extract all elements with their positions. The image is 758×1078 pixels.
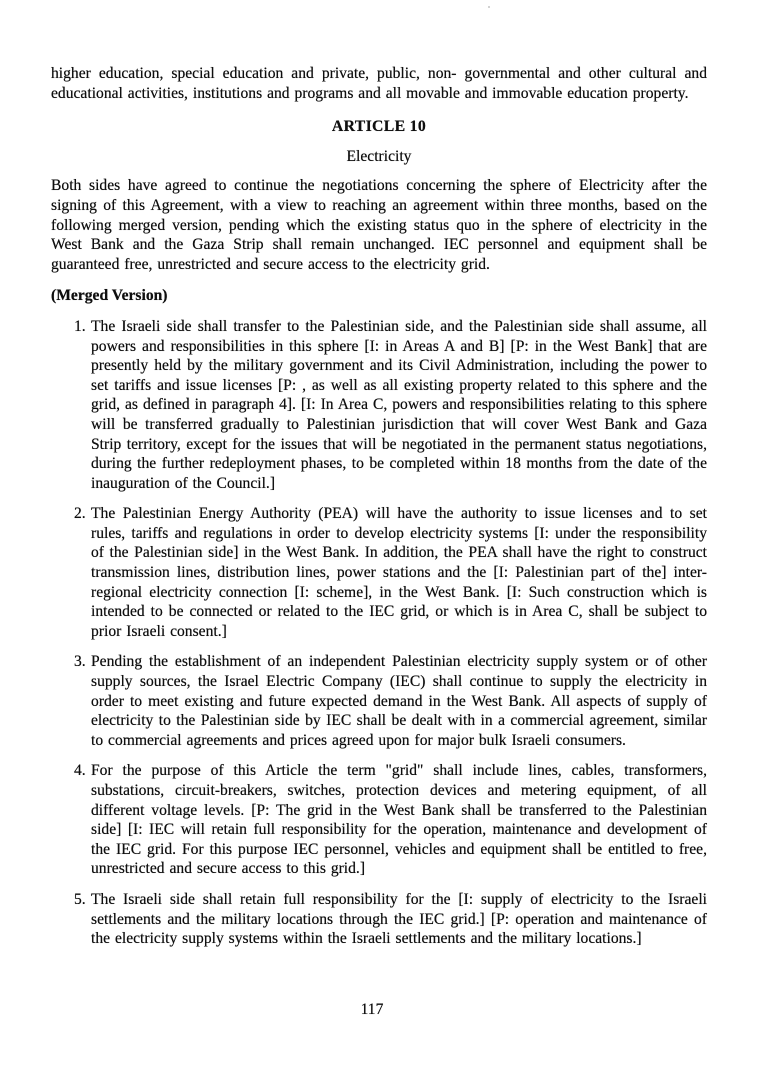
page-number: 117	[360, 1001, 384, 1018]
clause-text: The Palestinian Energy Authority (PEA) will have the authority to issue licenses and to set rules, tariffs and regulations in order to develop electricity systems [I: under the responsibility of the Palestinian side] in the West Bank. In addition, the PEA shall have the right to construct transmission lines, distribution lines, power stations and the [I: Palestinian part of the] inter-regional electricity connection [I: scheme], in the West Bank. [I: Such construction which is intended to be connected or related to the IEC grid, or which is in Area C, shall be subject to prior Israeli consent.]	[91, 505, 707, 640]
clause-number: 3.	[74, 653, 86, 671]
clause-item-3	[51, 652, 707, 750]
merged-version-label: (Merged Version)	[51, 287, 168, 305]
clause-number: 1.	[74, 317, 86, 335]
clause-item-5	[51, 890, 707, 949]
article-subtitle: Electricity	[346, 147, 412, 165]
clause-item-1	[51, 317, 707, 493]
clause-text: The Israeli side shall retain full responsibility for the [I: supply of electricity to the Israeli settlements and the military locations through the IEC grid.] [P: operation and maintenance of the electricity supply systems within the Israeli settlements and the military locations.]	[91, 890, 707, 948]
clause-number: 2.	[74, 505, 86, 523]
clause-number: 4.	[74, 762, 86, 780]
continuation-paragraph: higher education, special education and private, public, non- governmental and other cultural and educational activities, institutions and programs and all movable and immovable education property.	[51, 65, 707, 102]
clause-item-4	[51, 761, 707, 879]
clause-list	[51, 317, 707, 949]
article-heading: ARTICLE 10	[331, 118, 427, 136]
clause-text: For the purpose of this Article the term "grid" shall include lines, cables, transformers, substations, circuit-breakers, switches, protection devices and metering equipment, of all different voltage levels. [P: The grid in the West Bank shall be transferred to the Palestinian side] [I: IEC will retain full responsibility for the operation, maintenance and development of the IEC grid. For this purpose IEC personnel, vehicles and equipment shall be entitled to free, unrestricted and secure access to this grid.]	[91, 762, 707, 878]
clause-text: The Israeli side shall transfer to the Palestinian side, and the Palestinian side shall assume, all powers and responsibilities in this sphere [I: in Areas A and B] [P: in the West Bank] that are presently held by the military government and its Civil Administration, including the power to set tariffs and issue licenses [P: , as well as all existing property related to this sphere and the grid, as defined in paragraph 4]. [I: In Area C, powers and responsibilities relating to this sphere will be transferred gradually to Palestinian jurisdiction that will cover West Bank and Gaza Strip territory, except for the issues that will be negotiated in the permanent status negotiations, during the further redeployment phases, to be completed within 18 months from the date of the inauguration of the Council.]	[91, 317, 707, 492]
scan-speck	[488, 6, 490, 8]
lead-paragraph: Both sides have agreed to continue the negotiations concerning the sphere of Electricity after the signing of this Agreement, with a view to reaching an agreement within three months, based on the following merged version, pending which the existing status quo in the sphere of electricity in the West Bank and the Gaza Strip shall remain unchanged. IEC personnel and equipment shall be guaranteed free, unrestricted and secure access to the electricity grid.	[51, 177, 707, 273]
clause-item-2	[51, 504, 707, 641]
clause-text: Pending the establishment of an independent Palestinian electricity supply system or of other supply sources, the Israel Electric Company (IEC) shall continue to supply the electricity in order to meet existing and future expected demand in the West Bank. All aspects of supply of electricity to the Palestinian side by IEC shall be dealt with in a commercial agreement, similar to commercial agreements and prices agreed upon for major bulk Israeli consumers.	[91, 653, 707, 749]
clause-number: 5.	[74, 890, 86, 908]
